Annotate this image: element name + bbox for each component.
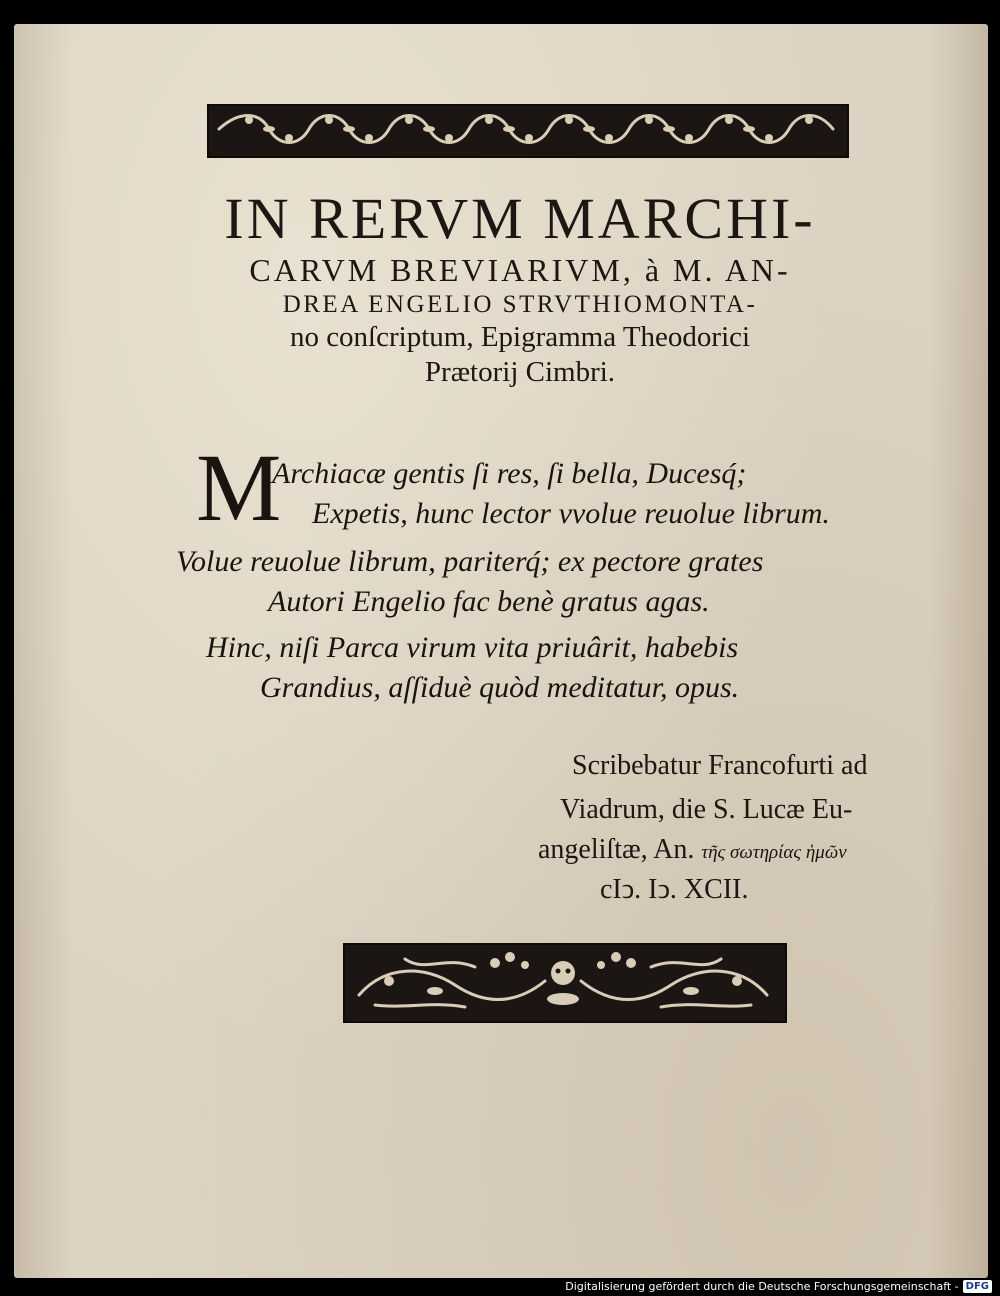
poem-line-2: Expetis, hunc lector vvolue reuolue librum. [312,497,830,530]
poem-line-6: Grandius, aſſiduè quòd meditatur, opus. [260,671,740,704]
dateline-line-2: Viadrum, die S. Lucæ Eu- [560,794,853,825]
title-line-5: Prætorij Cimbri. [424,356,616,388]
drop-cap: M [196,434,282,541]
dateline-line-1: Scribebatur Francofurti ad [572,750,868,781]
dfg-logo: DFG [963,1280,992,1293]
digitization-footer [565,1278,992,1294]
title-line-3: DREA ENGELIO STRVTHIOMONTA- [282,291,758,318]
bottom-ornament-band [343,943,787,1023]
grotesque-ornament-icon [345,945,781,1017]
title-line-2: CARVM BREVIARIVM, à M. AN- [249,252,791,288]
poem-line-3: Volue reuolue librum, pariterq́; ex pectore grates [176,545,764,578]
title-block [170,188,870,390]
dateline-line-3-latin: angeliſtæ, An. [538,834,695,865]
top-ornament-band [207,104,849,158]
poem-line-5: Hinc, niſi Parca virum vita priuârit, habebis [206,631,739,664]
floral-ornament-icon [209,106,843,152]
dateline-greek: τῆς σωτηρίας ἡμῶν [701,842,847,863]
footer-credit-text: Digitalisierung gefördert durch die Deutsche Forschungsgemeinschaft - [565,1279,959,1293]
dateline-year: cIↄ. Iↄ. XCII. [600,874,749,905]
title-line-4: no conſcriptum, Epigramma Theodorici [289,321,751,353]
poem-line-1: Archiacæ gentis ſi res, ſi bella, Ducesq́; [272,457,747,490]
dateline-line-3 [538,834,847,866]
title-line-1: IN RERVM MARCHI- [224,186,816,251]
poem-line-4: Autori Engelio fac benè gratus agas. [268,585,710,618]
